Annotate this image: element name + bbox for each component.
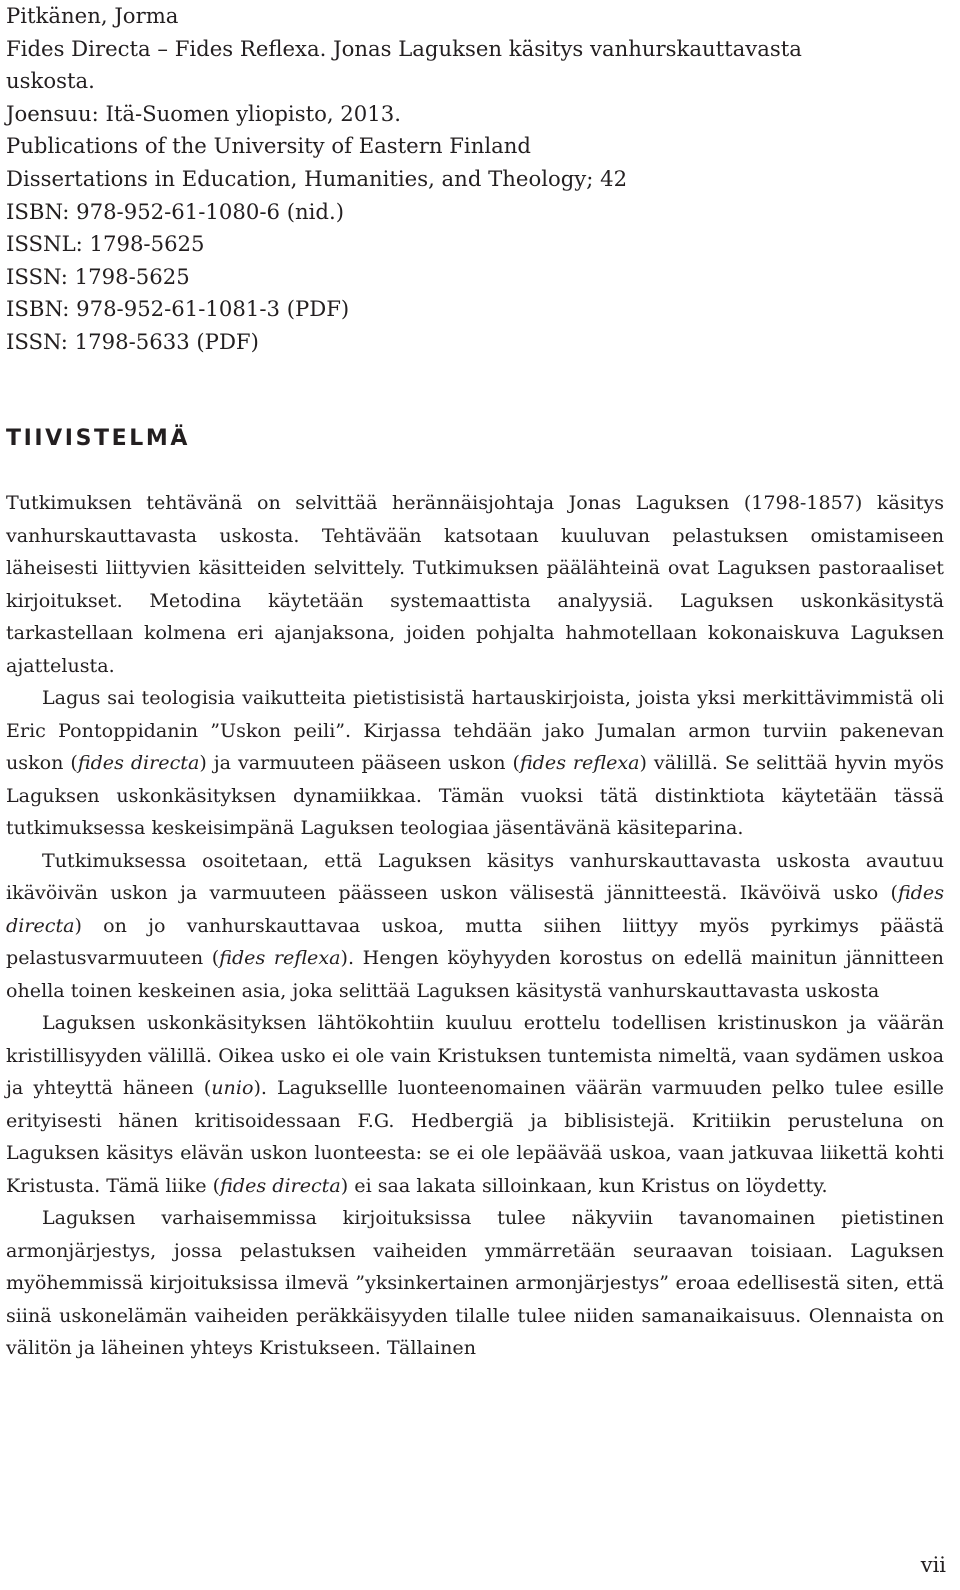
issnl-line: ISSNL: 1798-5625 (6, 231, 205, 257)
publisher-line: Joensuu: Itä-Suomen yliopisto, 2013. (6, 100, 401, 126)
series-line-2: Dissertations in Education, Humanities, and Theology; 42 (6, 165, 628, 191)
page-number: vii (920, 1553, 946, 1577)
abstract-paragraph-3 (6, 845, 944, 1008)
abstract-paragraph-2 (6, 682, 944, 845)
abstract-paragraph-1: Tutkimuksen tehtävänä on selvittää herännäisjohtaja Jonas Laguksen (1798-1857) käsitys vanhurskauttavasta uskosta. Tehtävään katsotaan kuuluvan pelastuksen omistamiseen läheisesti liittyvien käsitteiden selvittely. Tutkimuksen päälähteinä ovat Laguksen pastoraaliset kirjoitukset. Metodina käytetään systemaattista analyysiä. Laguksen uskonkäsitystä tarkastellaan kolmena eri ajanjaksona, joiden pohjalta hahmotellaan kokonaiskuva Laguksen ajattelusta. (6, 491, 944, 677)
text-run: Laguksen uskonkäsityksen lähtökohtiin kuuluu erottelu todellisen kristinuskon ja väärän kristillisyyden välillä. Oikea usko ei ole vain Kristuksen tuntemista nimeltä, vaan sydämen uskoa ja yhteyttä häneen ( (6, 1011, 944, 1099)
title-line-1: Fides Directa – Fides Reflexa. Jonas Laguksen käsitys vanhurskauttavasta (6, 35, 802, 61)
title-line-2: uskosta. (6, 68, 95, 94)
issn-print-line: ISSN: 1798-5625 (6, 263, 190, 289)
text-run: ) ja varmuuteen pääseen uskon ( (199, 751, 520, 774)
text-run: ). Hengen köyhyyden korostus on edellä mainitun jännitteen ohella toinen keskeinen asia, joka selittää Laguksen käsitystä vanhurskauttavasta uskosta (6, 946, 944, 1002)
italic-term: fides directa (220, 1173, 341, 1197)
text-run: ) välillä. Se selittää hyvin myös Laguksen uskonkäsityksen dynamiikkaa. Tämän vuoksi tätä distinktiota käytetään tässä tutkimuksessa keskeisimpänä Laguksen teologiaa jäsentävänä käsiteparina. (6, 751, 944, 839)
series-line-1: Publications of the University of Eastern Finland (6, 133, 531, 159)
text-run: ) on jo vanhurskauttavaa uskoa, mutta siihen liittyy myös pyrkimys päästä pelastusvarmuuteen ( (6, 913, 944, 969)
text-run: Tutkimuksessa osoitetaan, että Laguksen käsitys vanhurskauttavasta uskosta avautuu ikävöivän uskon ja varmuuteen päässeen uskon välisestä jännitteestä. Ikävöivä usko ( (6, 848, 944, 904)
abstract-body (6, 487, 944, 1365)
italic-term: unio (211, 1076, 254, 1099)
italic-term: fides reflexa (519, 751, 640, 774)
isbn-pdf-line: ISBN: 978-952-61-1081-3 (PDF) (6, 296, 350, 322)
italic-term: fides reflexa (219, 946, 341, 969)
author-line: Pitkänen, Jorma (6, 3, 179, 28)
isbn-print-line: ISBN: 978-952-61-1080-6 (nid.) (6, 198, 344, 224)
text-run: ) ei saa lakata silloinkaan, kun Kristus on löydetty. (340, 1173, 828, 1197)
italic-term: fides directa (6, 881, 944, 937)
italic-term: fides directa (77, 751, 200, 774)
bibliographic-block (6, 0, 946, 359)
abstract-paragraph-5: Laguksen varhaisemmissa kirjoituksissa tulee näkyviin tavanomainen pietistinen armonjärjestys, jossa pelastuksen vaiheiden ymmärretään seuraavan toisiaan. Laguksen myöhemmissä kirjoituksissa ilmevä ”yksinkertainen armonjärjestys” eroaa edellisestä siten, että siinä uskonelämän vaiheiden peräkkäisyyden tilalle tulee niiden samanaikaisuus. Olennaista on välitön ja läheinen yhteys Kristukseen. Tällainen (6, 1206, 944, 1359)
abstract-paragraph-4 (6, 1007, 944, 1202)
abstract-heading: TIIVISTELMÄ (6, 426, 191, 451)
issn-pdf-line: ISSN: 1798-5633 (PDF) (6, 328, 259, 354)
text-run: Lagus sai teologisia vaikutteita pietistisistä hartauskirjoista, joista yksi merkittävimmistä oli Eric Pontoppidanin ”Uskon peili”. Kirjassa tehdään jako Jumalan armon turviin pakenevan uskon ( (6, 686, 944, 774)
text-run: ). Laguksellle luonteenomainen väärän varmuuden pelko tulee esille erityisesti hänen kritisoidessaan F.G. Hedbergiä ja biblisistejä. Kritiikin perusteluna on Laguksen käsitys elävän uskon luonteesta: se ei ole lepäävää uskoa, vaan jatkuvaa liikettä kohti Kristusta. Tämä liike ( (6, 1076, 944, 1197)
